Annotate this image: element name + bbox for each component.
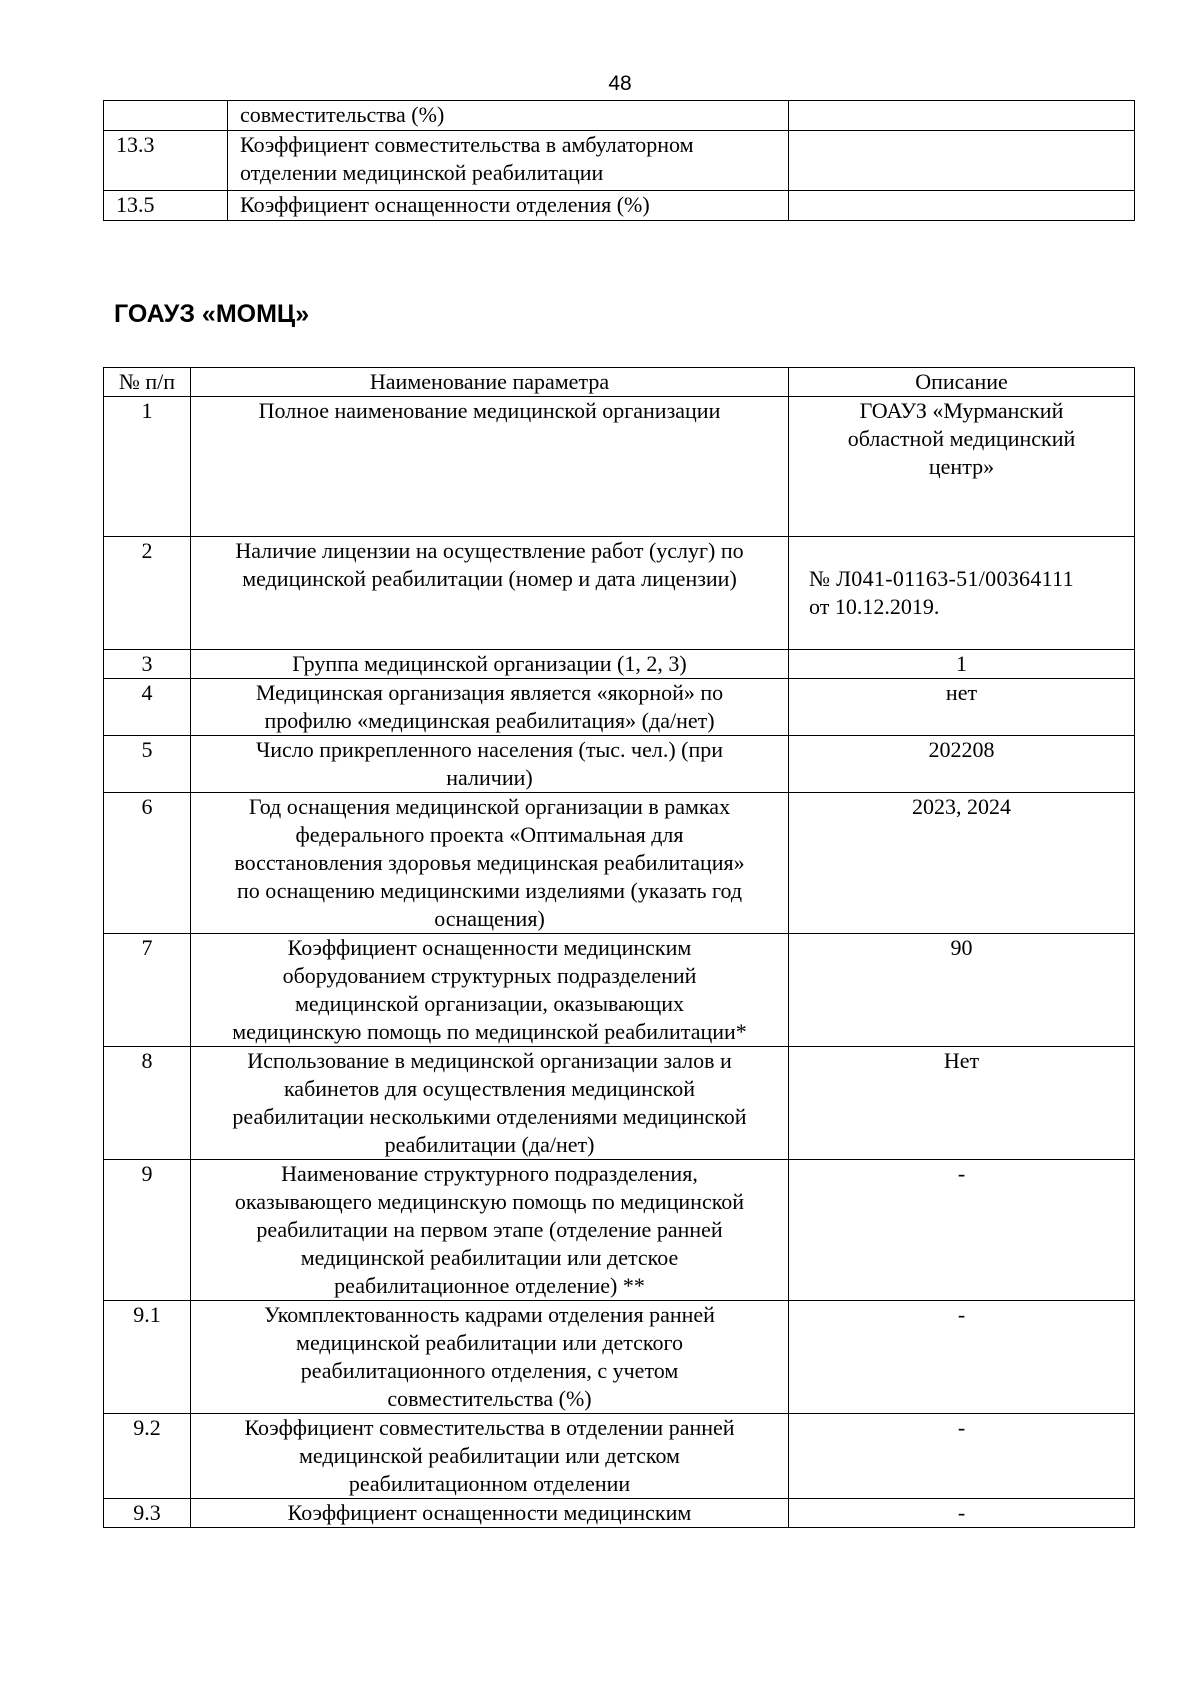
row-parameter: Медицинская организация является «якорной» по профилю «медицинская реабилитация» (да/нет) [191, 679, 789, 736]
row-parameter: Наименование структурного подразделения, оказывающего медицинскую помощь по медицинской реабилитации на первом этапе (отделение ранней медицинской реабилитации или детское реабилитационное отделение) ** [191, 1160, 789, 1301]
row-parameter: Укомплектованность кадрами отделения ранней медицинской реабилитации или детского реабилитационного отделения, с учетом совместительства (%) [191, 1301, 789, 1414]
row-number: 2 [104, 537, 191, 650]
row-parameter: совместительства (%) [228, 101, 789, 131]
row-number: 13.5 [104, 191, 228, 221]
table-row [104, 793, 1135, 934]
row-parameter: Число прикрепленного населения (тыс. чел.) (при наличии) [191, 736, 789, 793]
row-parameter: Год оснащения медицинской организации в рамках федерального проекта «Оптимальная для восстановления здоровья медицинская реабилитация» по оснащению медицинскими изделиями (указать год оснащения) [191, 793, 789, 934]
table-row [104, 1499, 1135, 1528]
table-row [104, 1301, 1135, 1414]
row-description [789, 101, 1135, 131]
column-header-parameter: Наименование параметра [191, 368, 789, 397]
row-number: 8 [104, 1047, 191, 1160]
license-date: от 10.12.2019. [809, 594, 940, 619]
row-parameter: Коэффициент совместительства в амбулаторном отделении медицинской реабилитации [228, 131, 789, 191]
row-description [789, 537, 1135, 650]
row-parameter: Полное наименование медицинской организации [191, 397, 789, 537]
row-number: 6 [104, 793, 191, 934]
table-row [104, 101, 1135, 131]
row-description: - [789, 1160, 1135, 1301]
row-parameter: Наличие лицензии на осуществление работ (услуг) по медицинской реабилитации (номер и дата лицензии) [191, 537, 789, 650]
row-description [789, 191, 1135, 221]
row-parameter: Коэффициент оснащенности отделения (%) [228, 191, 789, 221]
row-description: ГОАУЗ «Мурманский областной медицинский центр» [789, 397, 1135, 537]
table-row [104, 934, 1135, 1047]
row-number: 5 [104, 736, 191, 793]
column-header-number: № п/п [104, 368, 191, 397]
continued-table [103, 100, 1135, 221]
row-parameter: Коэффициент оснащенности медицинским оборудованием структурных подразделений медицинской организации, оказывающих медицинскую помощь по медицинской реабилитации* [191, 934, 789, 1047]
row-number: 1 [104, 397, 191, 537]
row-description: - [789, 1301, 1135, 1414]
row-number: 3 [104, 650, 191, 679]
row-number: 9 [104, 1160, 191, 1301]
row-number: 9.1 [104, 1301, 191, 1414]
row-parameter: Группа медицинской организации (1, 2, 3) [191, 650, 789, 679]
row-description: 2023, 2024 [789, 793, 1135, 934]
table-row [104, 397, 1135, 537]
row-number: 7 [104, 934, 191, 1047]
table-row [104, 679, 1135, 736]
table-row [104, 650, 1135, 679]
row-parameter: Использование в медицинской организации залов и кабинетов для осуществления медицинской реабилитации несколькими отделениями медицинской реабилитации (да/нет) [191, 1047, 789, 1160]
row-parameter: Коэффициент оснащенности медицинским [191, 1499, 789, 1528]
parameters-table [103, 367, 1135, 1528]
table-header-row [104, 368, 1135, 397]
row-description: 202208 [789, 736, 1135, 793]
table-row [104, 131, 1135, 191]
license-number: № Л041-01163-51/00364111 [809, 566, 1074, 591]
row-description: Нет [789, 1047, 1135, 1160]
table-row [104, 1160, 1135, 1301]
row-number: 13.3 [104, 131, 228, 191]
row-number: 9.3 [104, 1499, 191, 1528]
row-parameter: Коэффициент совместительства в отделении ранней медицинской реабилитации или детском реабилитационном отделении [191, 1414, 789, 1499]
row-number [104, 101, 228, 131]
row-description: - [789, 1414, 1135, 1499]
row-description: 90 [789, 934, 1135, 1047]
row-description: 1 [789, 650, 1135, 679]
table-row [104, 537, 1135, 650]
row-description: нет [789, 679, 1135, 736]
row-description: - [789, 1499, 1135, 1528]
row-number: 9.2 [104, 1414, 191, 1499]
section-title: ГОАУЗ «МОМЦ» [114, 300, 310, 328]
table-row [104, 736, 1135, 793]
table-row [104, 1414, 1135, 1499]
table-row [104, 191, 1135, 221]
row-description [789, 131, 1135, 191]
column-header-description: Описание [789, 368, 1135, 397]
row-number: 4 [104, 679, 191, 736]
page-number: 48 [608, 72, 632, 95]
table-row [104, 1047, 1135, 1160]
